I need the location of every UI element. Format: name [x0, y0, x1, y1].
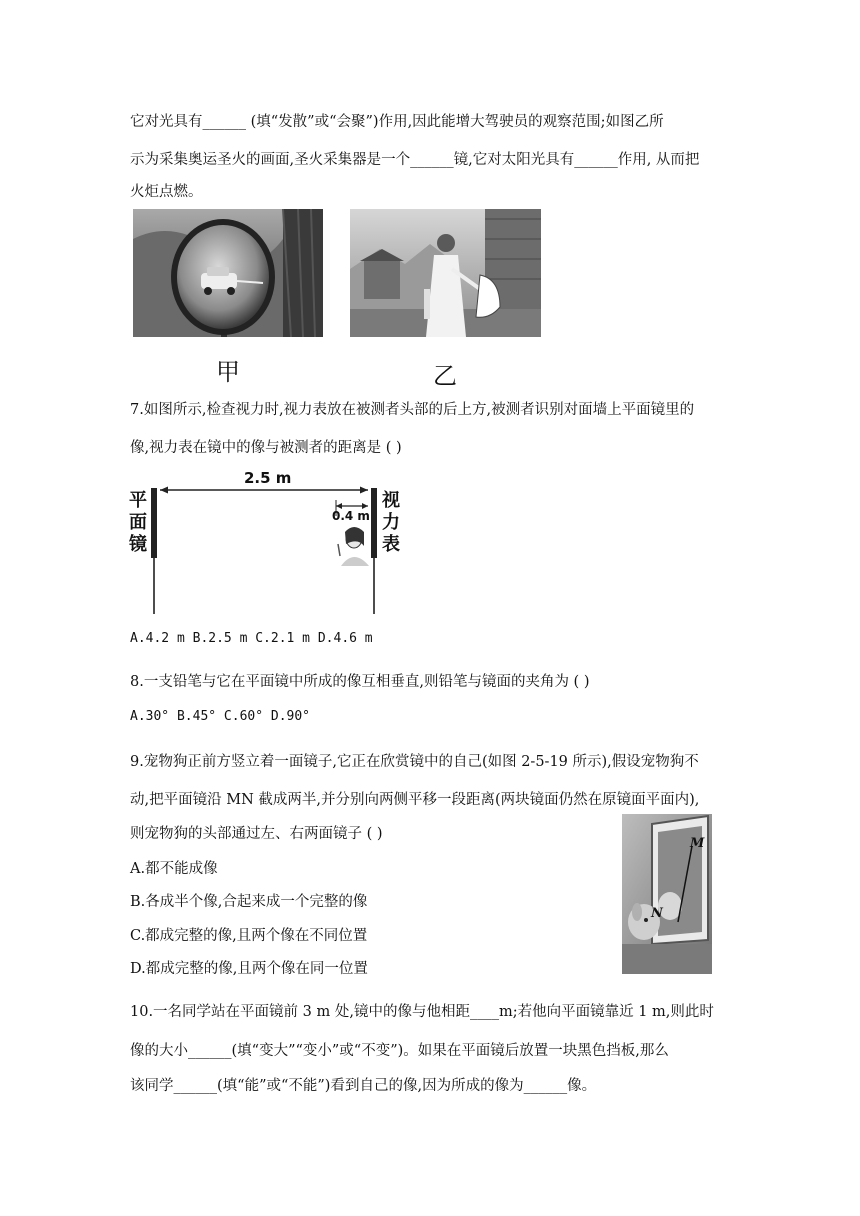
caption-jia: 甲 — [216, 358, 240, 386]
dog-mirror-photo — [622, 814, 712, 974]
diagram-lines — [126, 466, 416, 618]
plane-mirror-char-2: 面 — [129, 512, 147, 533]
distance-2-5m-label: 2.5 m — [244, 469, 292, 487]
q8-options: A.30° B.45° C.60° D.90° — [130, 709, 311, 724]
q9-option-b: B.各成半个像,合起来成一个完整的像 — [130, 894, 368, 910]
q9-line-3: 则宠物狗的头部通过左、右两面镜子 ( ) — [130, 826, 383, 842]
convex-mirror-photo — [133, 209, 323, 337]
q6-line-2: 示为采集奥运圣火的画面,圣火采集器是一个______镜,它对太阳光具有______作用, 从而把 — [130, 152, 700, 168]
q9-line-2: 动,把平面镜沿 MN 截成两半,并分别向两侧平移一段距离(两块镜面仍然在原镜面平面内), — [130, 792, 700, 808]
q10-line-1: 10.一名同学站在平面镜前 3 m 处,镜中的像与他相距____m;若他向平面镜靠近 1 m,则此时 — [130, 1004, 714, 1020]
q9-option-a: A.都不能成像 — [130, 861, 218, 877]
q7-line-1: 7.如图所示,检查视力时,视力表放在被测者头部的后上方,被测者识别对面墙上平面镜里的 — [130, 402, 695, 418]
q7-options: A.4.2 m B.2.5 m C.2.1 m D.4.6 m — [130, 631, 373, 646]
plane-mirror-label — [129, 490, 147, 556]
distance-0-4m-label: 0.4 m — [332, 509, 370, 523]
vision-chart-char-1: 视 — [382, 490, 400, 511]
plane-mirror-char-3: 镜 — [129, 534, 147, 555]
label-n: N — [651, 906, 663, 921]
q9-option-c: C.都成完整的像,且两个像在不同位置 — [130, 928, 368, 944]
q10-line-3: 该同学______(填“能”或“不能”)看到自己的像,因为所成的像为______像。 — [130, 1078, 597, 1094]
caption-yi: 乙 — [433, 362, 457, 390]
q6-line-3: 火炬点燃。 — [130, 184, 203, 200]
q9-option-d: D.都成完整的像,且两个像在同一位置 — [130, 961, 368, 977]
q6-line-1: 它对光具有______ (填“发散”或“会聚”)作用,因此能增大驾驶员的观察范围;如图乙所 — [130, 114, 664, 130]
q7-line-2: 像,视力表在镜中的像与被测者的距离是 ( ) — [130, 440, 402, 456]
vision-chart-char-2: 力 — [382, 512, 400, 533]
vision-chart-char-3: 表 — [382, 534, 400, 555]
olympic-flame-photo — [350, 209, 541, 337]
q8-line-1: 8.一支铅笔与它在平面镜中所成的像互相垂直,则铅笔与镜面的夹角为 ( ) — [130, 674, 590, 690]
vision-test-diagram — [126, 466, 416, 618]
label-m: M — [690, 836, 705, 851]
q10-line-2: 像的大小______(填“变大”“变小”或“不变”)。如果在平面镜后放置一块黑色挡板,那么 — [130, 1043, 669, 1059]
vision-chart-label — [382, 490, 400, 556]
q9-line-1: 9.宠物狗正前方竖立着一面镜子,它正在欣赏镜中的自己(如图 2-5-19 所示),假设宠物狗不 — [130, 754, 699, 770]
plane-mirror-char-1: 平 — [129, 490, 147, 511]
